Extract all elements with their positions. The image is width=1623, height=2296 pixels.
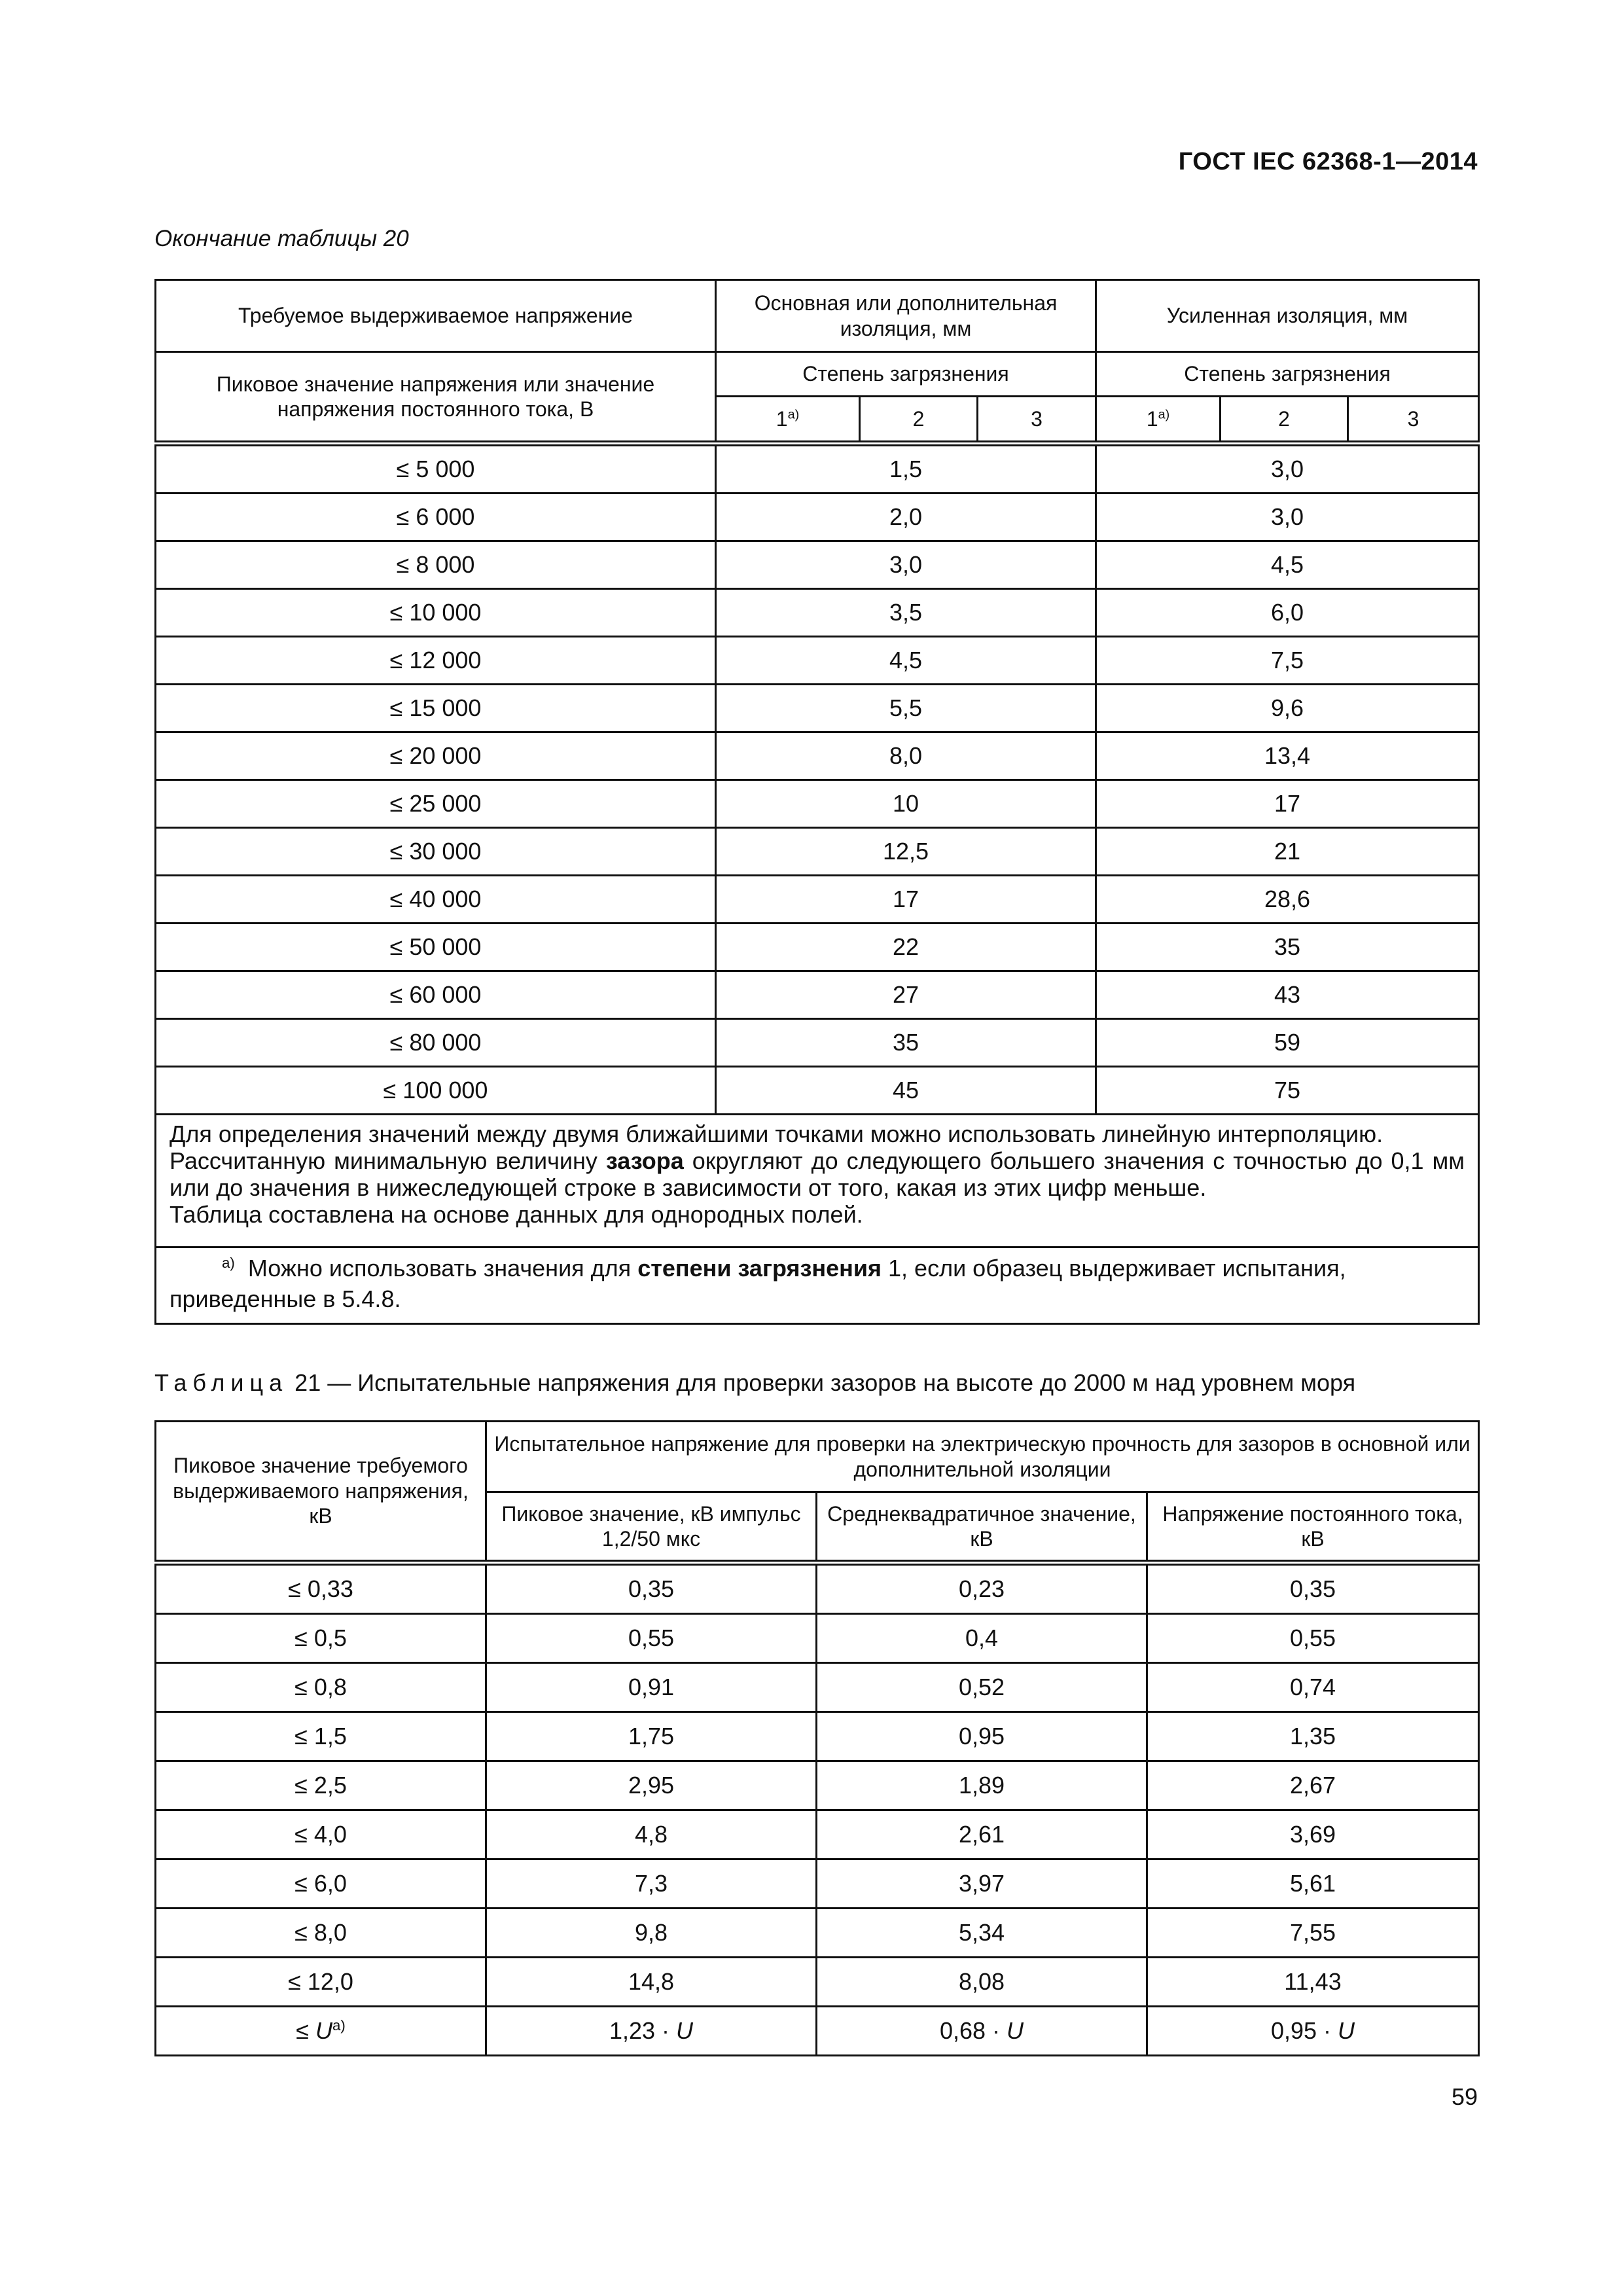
cell-basic: 3,0: [716, 541, 1096, 589]
cell-rms: 2,61: [817, 1810, 1147, 1859]
cell-reinforced: 17: [1096, 780, 1479, 828]
cell-reinforced: 13,4: [1096, 732, 1479, 780]
footnote-mark: а): [1158, 407, 1170, 422]
table-row: [156, 1859, 1479, 1909]
header-peak-value: Пиковое значение напряжения или значение напряжения постоянного тока, В: [156, 352, 716, 444]
bold-term-clearance: зазора: [605, 1147, 684, 1175]
table-row: [156, 1909, 1479, 1958]
cell-basic: 17: [716, 876, 1096, 924]
table-row: [156, 780, 1479, 828]
cell-voltage: ≤ 6,0: [156, 1859, 486, 1909]
table-row: [156, 1067, 1479, 1115]
table-header-row: [156, 352, 1479, 397]
table-header-row: [156, 280, 1479, 352]
cell-dc: 5,61: [1147, 1859, 1479, 1909]
table-21-caption: [154, 1369, 1355, 1397]
table-row: [156, 685, 1479, 732]
header-degree-2-basic: 2: [860, 397, 978, 444]
cell-voltage: ≤ 30 000: [156, 828, 716, 876]
cell-voltage: ≤ 1,5: [156, 1712, 486, 1761]
cell-reinforced: 75: [1096, 1067, 1479, 1115]
table-footnote-row: [156, 1247, 1479, 1324]
table-row: [156, 1019, 1479, 1067]
cell-voltage: ≤ 0,8: [156, 1663, 486, 1712]
header-dc: Напряжение постоянного тока, кВ: [1147, 1492, 1479, 1563]
cell-voltage: ≤ 50 000: [156, 924, 716, 971]
footnote-mark: а): [332, 2017, 346, 2034]
cell-voltage: ≤ 6 000: [156, 493, 716, 541]
header-required-voltage: Требуемое выдерживаемое напряжение: [156, 280, 716, 352]
header-degree-3-reinforced: 3: [1348, 397, 1479, 444]
table-row: [156, 971, 1479, 1019]
cell-peak: 0,91: [486, 1663, 817, 1712]
cell-rms: 0,68 · U: [817, 2007, 1147, 2056]
table-continuation-label: Окончание таблицы 20: [154, 226, 409, 251]
cell-basic: 27: [716, 971, 1096, 1019]
header-pollution-degree-basic: Степень загрязнения: [716, 352, 1096, 397]
cell-reinforced: 3,0: [1096, 493, 1479, 541]
table-row: [156, 541, 1479, 589]
cell-reinforced: 3,0: [1096, 444, 1479, 493]
table-footnote: $^{а)}$ Можно использовать значения для степени загрязнения 1, если образец выдерживает испытания, приведенные в 5.4.8.: [156, 1247, 1479, 1324]
table-row: [156, 1958, 1479, 2007]
cell-peak: 1,75: [486, 1712, 817, 1761]
cell-dc: 2,67: [1147, 1761, 1479, 1810]
table-row: [156, 924, 1479, 971]
cell-reinforced: 59: [1096, 1019, 1479, 1067]
cell-voltage: ≤ 80 000: [156, 1019, 716, 1067]
cell-peak: 14,8: [486, 1958, 817, 2007]
cell-reinforced: 7,5: [1096, 637, 1479, 685]
cell-dc: 3,69: [1147, 1810, 1479, 1859]
cell-rms: 0,23: [817, 1563, 1147, 1614]
table-row: [156, 637, 1479, 685]
caption-label: Таблица: [154, 1369, 289, 1396]
header-pollution-degree-reinforced: Степень загрязнения: [1096, 352, 1479, 397]
table-row: [156, 589, 1479, 637]
cell-basic: 10: [716, 780, 1096, 828]
table-row: [156, 1810, 1479, 1859]
page-number: 59: [1451, 2083, 1478, 2110]
cell-voltage: ≤ 8 000: [156, 541, 716, 589]
bold-term-pollution-degree: степени загрязнения: [637, 1255, 882, 1282]
cell-voltage: ≤ 0,5: [156, 1614, 486, 1663]
table-row: [156, 828, 1479, 876]
cell-peak: 0,35: [486, 1563, 817, 1614]
header-degree-2-reinforced: 2: [1221, 397, 1348, 444]
cell-voltage: ≤ 10 000: [156, 589, 716, 637]
cell-voltage: ≤ 12,0: [156, 1958, 486, 2007]
cell-voltage: ≤ 8,0: [156, 1909, 486, 1958]
caption-text: 21 — Испытательные напряжения для проверки зазоров на высоте до 2000 м над уровнем моря: [294, 1369, 1356, 1396]
cell-dc: 7,55: [1147, 1909, 1479, 1958]
cell-reinforced: 43: [1096, 971, 1479, 1019]
cell-voltage: ≤ 20 000: [156, 732, 716, 780]
cell-voltage: ≤ 4,0: [156, 1810, 486, 1859]
table-row: [156, 444, 1479, 493]
cell-reinforced: 9,6: [1096, 685, 1479, 732]
header-degree-1-reinforced: $1^{а)}$: [1096, 397, 1221, 444]
cell-reinforced: 6,0: [1096, 589, 1479, 637]
cell-basic: 3,5: [716, 589, 1096, 637]
header-reinforced-insulation: Усиленная изоляция, мм: [1096, 280, 1479, 352]
table-row: [156, 2007, 1479, 2056]
table-21: [154, 1420, 1480, 2056]
cell-dc: 0,74: [1147, 1663, 1479, 1712]
cell-voltage: ≤ 40 000: [156, 876, 716, 924]
cell-voltage: ≤ 60 000: [156, 971, 716, 1019]
cell-peak: 2,95: [486, 1761, 817, 1810]
cell-rms: 0,95: [817, 1712, 1147, 1761]
cell-basic: 1,5: [716, 444, 1096, 493]
cell-voltage: ≤ 100 000: [156, 1067, 716, 1115]
cell-rms: 8,08: [817, 1958, 1147, 2007]
cell-basic: 2,0: [716, 493, 1096, 541]
table-row: [156, 1614, 1479, 1663]
table-row: [156, 876, 1479, 924]
header-degree-1-basic: $1^{а)}$: [716, 397, 860, 444]
cell-voltage: ≤ $U^{а)}$: [156, 2007, 486, 2056]
table-row: [156, 732, 1479, 780]
cell-rms: 5,34: [817, 1909, 1147, 1958]
cell-voltage: ≤ 12 000: [156, 637, 716, 685]
footnote-mark: а): [222, 1255, 235, 1271]
cell-reinforced: 35: [1096, 924, 1479, 971]
cell-dc: 11,43: [1147, 1958, 1479, 2007]
cell-rms: 0,4: [817, 1614, 1147, 1663]
header-degree-3-basic: 3: [978, 397, 1096, 444]
table-20: [154, 279, 1480, 1325]
header-peak-required-voltage: Пиковое значение требуемого выдерживаемого напряжения, кВ: [156, 1422, 486, 1563]
table-note-row: [156, 1115, 1479, 1247]
cell-reinforced: 4,5: [1096, 541, 1479, 589]
cell-dc: 0,35: [1147, 1563, 1479, 1614]
header-test-voltage: Испытательное напряжение для проверки на электрическую прочность для зазоров в основной или дополнительной изоляции: [486, 1422, 1479, 1492]
cell-basic: 5,5: [716, 685, 1096, 732]
header-rms: Среднеквадратичное значение, кВ: [817, 1492, 1147, 1563]
cell-voltage: ≤ 0,33: [156, 1563, 486, 1614]
cell-voltage: ≤ 25 000: [156, 780, 716, 828]
footnote-mark: а): [787, 407, 800, 422]
header-basic-insulation: Основная или дополнительная изоляция, мм: [716, 280, 1096, 352]
cell-peak: 4,8: [486, 1810, 817, 1859]
cell-dc: 1,35: [1147, 1712, 1479, 1761]
cell-voltage: ≤ 15 000: [156, 685, 716, 732]
cell-reinforced: 28,6: [1096, 876, 1479, 924]
header-peak-impulse: Пиковое значение, кВ импульс 1,2/50 мкс: [486, 1492, 817, 1563]
cell-dc: 0,95 · U: [1147, 2007, 1479, 2056]
cell-peak: 1,23 · U: [486, 2007, 817, 2056]
table-row: [156, 1761, 1479, 1810]
cell-basic: 45: [716, 1067, 1096, 1115]
cell-rms: 1,89: [817, 1761, 1147, 1810]
cell-peak: 9,8: [486, 1909, 817, 1958]
table-note: Для определения значений между двумя ближайшими точками можно использовать линейную интерполяцию. Рассчитанную минимальную величину зазора округляют до следующего большего значения с точностью до 0,1 мм или до значения в нижеследующей строке в зависимости от того, какая из этих цифр меньше. Таблица составлена на основе данных для однородных полей.: [156, 1115, 1479, 1247]
cell-dc: 0,55: [1147, 1614, 1479, 1663]
cell-reinforced: 21: [1096, 828, 1479, 876]
cell-basic: 12,5: [716, 828, 1096, 876]
standard-header: ГОСТ IEC 62368-1—2014: [1178, 148, 1478, 175]
table-row: [156, 493, 1479, 541]
cell-basic: 4,5: [716, 637, 1096, 685]
table-header-row: [156, 1422, 1479, 1492]
cell-peak: 0,55: [486, 1614, 817, 1663]
table-row: [156, 1563, 1479, 1614]
table-row: [156, 1712, 1479, 1761]
cell-voltage: ≤ 5 000: [156, 444, 716, 493]
cell-voltage: ≤ 2,5: [156, 1761, 486, 1810]
table-row: [156, 1663, 1479, 1712]
cell-basic: 8,0: [716, 732, 1096, 780]
cell-basic: 22: [716, 924, 1096, 971]
cell-basic: 35: [716, 1019, 1096, 1067]
cell-rms: 0,52: [817, 1663, 1147, 1712]
cell-rms: 3,97: [817, 1859, 1147, 1909]
cell-peak: 7,3: [486, 1859, 817, 1909]
